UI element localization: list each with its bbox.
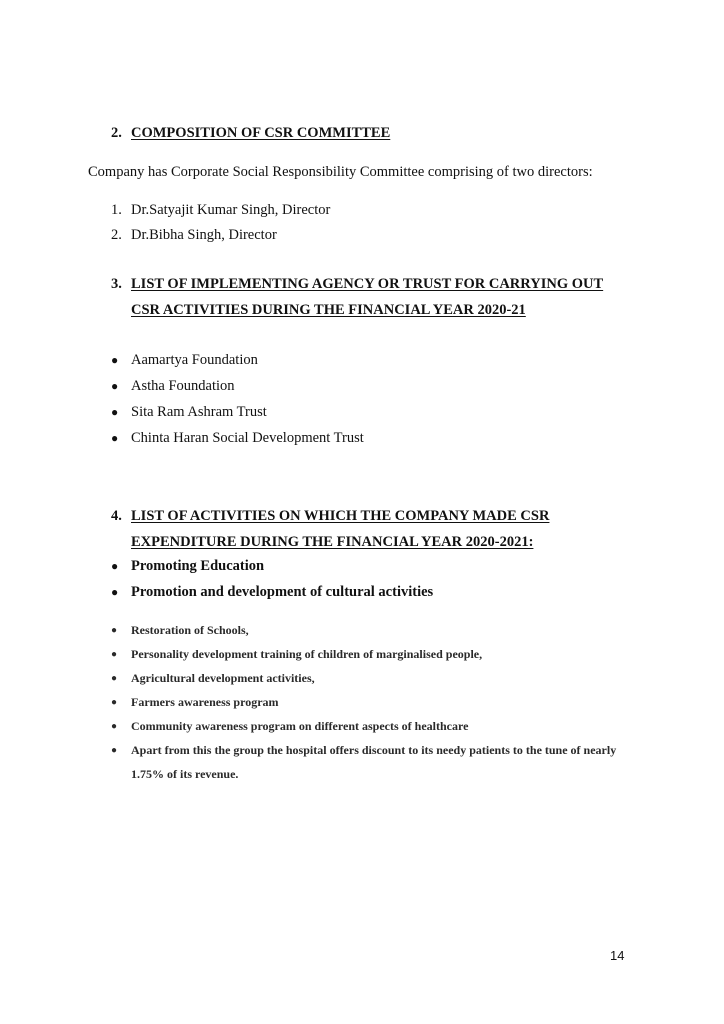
list-item — [111, 714, 631, 738]
list-item-text: Farmers awareness program — [131, 695, 279, 709]
section-2-number: 2. — [111, 125, 122, 141]
list-item-text: Personality development training of children of marginalised people, — [131, 647, 483, 661]
bullet-icon: ● — [111, 697, 118, 708]
list-item-text: Dr.Satyajit Kumar Singh, Director — [131, 202, 331, 218]
agencies-list — [111, 350, 631, 454]
list-item-text: Apart from this the group the hospital offers discount to its needy patients to the tune of nearly 1.75% of its revenue. — [131, 743, 617, 781]
committee-intro: Company has Corporate Social Responsibility Committee comprising of two directors: — [88, 164, 593, 180]
list-item-number: 2. — [111, 227, 122, 243]
sub-activities-list — [111, 618, 631, 786]
section-2-title: COMPOSITION OF CSR COMMITTEE — [131, 125, 391, 141]
bullet-icon: ● — [111, 721, 118, 732]
list-item-text: Astha Foundation — [131, 378, 235, 394]
bullet-icon: ● — [111, 745, 118, 756]
list-item — [111, 642, 631, 666]
list-item-text: Promoting Education — [131, 558, 265, 574]
list-item-text: Promotion and development of cultural activities — [131, 584, 434, 600]
bullet-icon: ● — [111, 431, 119, 445]
list-item-number: 1. — [111, 202, 122, 218]
list-item — [111, 350, 631, 376]
list-item-text: Sita Ram Ashram Trust — [131, 404, 267, 420]
bullet-icon: ● — [111, 585, 119, 599]
section-3-title-line-2: CSR ACTIVITIES DURING THE FINANCIAL YEAR 2020-21 — [131, 302, 526, 318]
list-item — [111, 428, 631, 454]
list-item-text: Chinta Haran Social Development Trust — [131, 430, 364, 446]
section-3-number: 3. — [111, 276, 122, 292]
section-4-number: 4. — [111, 508, 122, 524]
list-item — [111, 225, 591, 250]
bullet-icon: ● — [111, 405, 119, 419]
list-item — [111, 582, 631, 608]
list-item — [111, 556, 631, 582]
list-item — [111, 666, 631, 690]
bullet-icon: ● — [111, 559, 119, 573]
list-item — [111, 402, 631, 428]
list-item — [111, 376, 631, 402]
page-number: 14 — [610, 948, 625, 963]
bullet-icon: ● — [111, 673, 118, 684]
list-item-text: Aamartya Foundation — [131, 352, 258, 368]
list-item — [111, 738, 631, 786]
list-item — [111, 618, 631, 642]
list-item-text: Community awareness program on different aspects of healthcare — [131, 719, 469, 733]
list-item-text: Dr.Bibha Singh, Director — [131, 227, 277, 243]
bullet-icon: ● — [111, 353, 119, 367]
bullet-icon: ● — [111, 649, 118, 660]
list-item — [111, 200, 591, 225]
section-3-title-line-1: LIST OF IMPLEMENTING AGENCY OR TRUST FOR CARRYING OUT — [131, 276, 604, 292]
section-4-title-line-1: LIST OF ACTIVITIES ON WHICH THE COMPANY MADE CSR — [131, 508, 550, 524]
section-3-heading — [111, 271, 631, 323]
bullet-icon: ● — [111, 379, 119, 393]
list-item — [111, 690, 631, 714]
section-4-title-line-2: EXPENDITURE DURING THE FINANCIAL YEAR 2020-2021: — [131, 534, 534, 550]
list-item-text: Restoration of Schools, — [131, 623, 249, 637]
list-item-text: Agricultural development activities, — [131, 671, 315, 685]
section-4-heading — [111, 503, 631, 555]
committee-members-list — [111, 200, 591, 250]
section-2-heading — [111, 120, 631, 146]
main-activities-list — [111, 556, 631, 608]
bullet-icon: ● — [111, 625, 118, 636]
